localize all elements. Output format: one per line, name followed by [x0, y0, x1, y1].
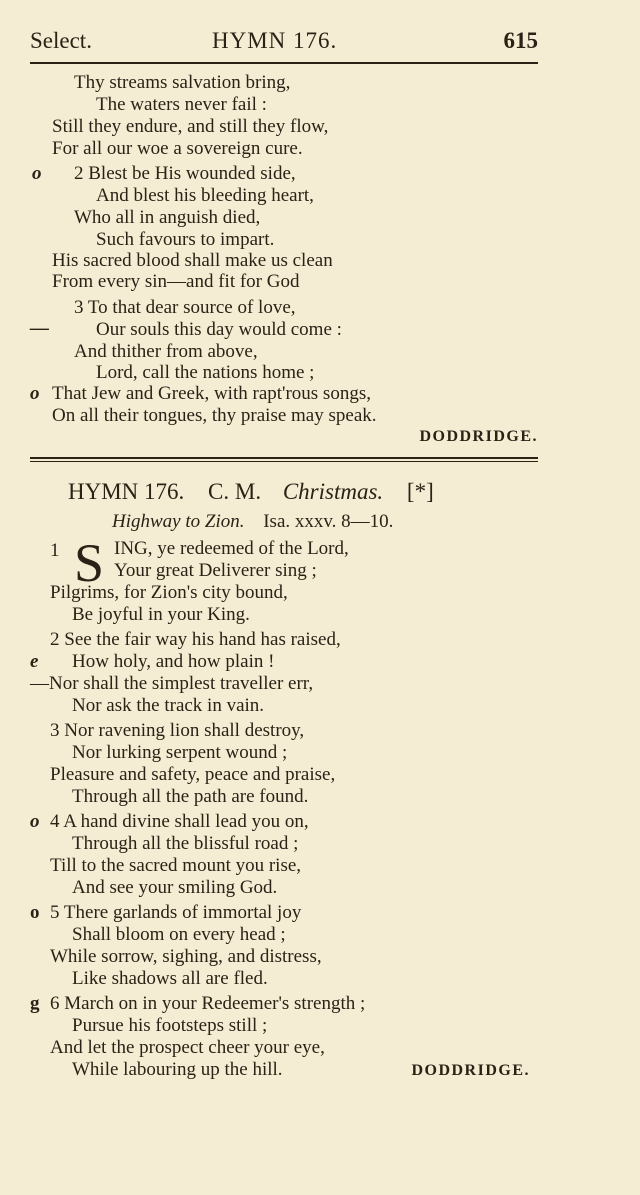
verse-line: Your great Deliverer sing ; [114, 560, 317, 581]
dynamic-mark: — [30, 318, 49, 339]
verse-line: And let the prospect cheer your eye, [50, 1037, 325, 1058]
verse-line: Till to the sacred mount you rise, [50, 855, 302, 876]
page-header [30, 28, 538, 58]
hymn-bracket-mark: [*] [406, 479, 434, 504]
verse-line: 2 See the fair way his hand has raised, [50, 629, 341, 650]
verse-line: ING, ye redeemed of the Lord, [114, 538, 349, 559]
verse-line: 3 Nor ravening lion shall destroy, [50, 720, 305, 741]
verse-line: Nor lurking serpent wound ; [72, 742, 288, 763]
verse-line: Be joyful in your King. [72, 604, 250, 625]
hymn-meter: C. M. [208, 479, 262, 504]
verse-line: 3 To that dear source of love, [74, 297, 296, 318]
dynamic-mark: o [32, 163, 42, 184]
page-number: 615 [503, 28, 538, 53]
hymn-number: HYMN 176. [68, 479, 185, 504]
dynamic-mark: o [30, 902, 40, 923]
section-divider [30, 457, 538, 462]
hymn-subtitle [112, 511, 393, 533]
verse-line: His sacred blood shall make us clean [52, 250, 333, 271]
verse-line: 6 March on in your Redeemer's strength ; [50, 993, 366, 1014]
verse-line: Still they endure, and still they flow, [52, 116, 329, 137]
verse-line: And blest his bleeding heart, [96, 185, 314, 206]
verse-line: Pursue his footsteps still ; [72, 1015, 268, 1036]
verse-line: Through all the blissful road ; [72, 833, 299, 854]
verse-line: And see your smiling God. [72, 877, 278, 898]
dynamic-mark: e [30, 651, 39, 672]
dynamic-mark: g [30, 993, 40, 1014]
verse-line: 2 Blest be His wounded side, [74, 163, 296, 184]
verse-line: Such favours to impart. [96, 229, 275, 250]
verse-line: —Nor shall the simplest traveller err, [30, 673, 314, 694]
verse-line: 5 There garlands of immortal joy [50, 902, 302, 923]
section-label: Select. [30, 28, 92, 53]
verse-line: The waters never fail : [96, 94, 267, 115]
author-signature: DODDRIDGE. [419, 428, 538, 445]
verse-line: For all our woe a sovereign cure. [52, 138, 303, 159]
hymn-tune: Christmas. [282, 479, 384, 504]
verse-line: Like shadows all are fled. [72, 968, 268, 989]
verse-line: While sorrow, sighing, and distress, [50, 946, 322, 967]
hymn-theme: Highway to Zion. [112, 511, 245, 532]
dynamic-mark: o [30, 383, 40, 404]
verse-line: Through all the path are found. [72, 786, 309, 807]
running-title: HYMN 176. [212, 28, 338, 53]
drop-cap: S [74, 533, 105, 593]
verse-line: On all their tongues, thy praise may speak. [52, 405, 377, 426]
hymn-title [68, 479, 434, 505]
verse-line: And thither from above, [74, 341, 258, 362]
scripture-reference: Isa. xxxv. 8—10. [263, 511, 394, 532]
verse-line: Shall bloom on every head ; [72, 924, 286, 945]
verse-line: While labouring up the hill. [72, 1059, 283, 1080]
verse-number: 1 [50, 540, 60, 561]
verse-line: Our souls this day would come : [96, 319, 342, 340]
dynamic-mark: o [30, 811, 40, 832]
verse-line: 4 A hand divine shall lead you on, [50, 811, 309, 832]
verse-line: How holy, and how plain ! [72, 651, 275, 672]
verse-line: Nor ask the track in vain. [72, 695, 265, 716]
verse-line: That Jew and Greek, with rapt'rous songs, [52, 383, 371, 404]
verse-line: From every sin—and fit for God [52, 271, 300, 292]
author-signature: DODDRIDGE. [411, 1062, 530, 1079]
verse-line: Lord, call the nations home ; [96, 362, 315, 383]
verse-line: Pilgrims, for Zion's city bound, [50, 582, 288, 603]
header-rule [30, 62, 538, 64]
verse-line: Who all in anguish died, [74, 207, 261, 228]
verse-line: Thy streams salvation bring, [74, 72, 291, 93]
verse-line: Pleasure and safety, peace and praise, [50, 764, 336, 785]
